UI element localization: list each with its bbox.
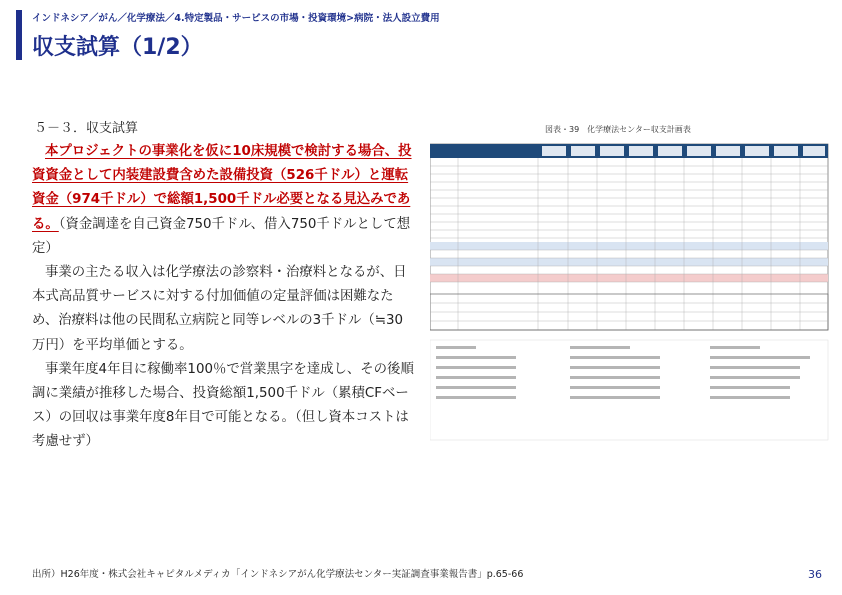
page-title: 収支試算（1/2）: [32, 35, 203, 60]
income-table-frame: [430, 144, 828, 330]
summary-row-band: [430, 242, 828, 250]
page-number: 36: [808, 568, 822, 581]
summary-row-band: [430, 274, 828, 282]
table-image-svg: [430, 120, 830, 460]
section-heading: ５－３．収支試算: [34, 121, 139, 136]
paragraph-2: [32, 261, 416, 358]
assumptions-area: [430, 340, 828, 440]
paragraph-2-text: 事業の主たる収入は化学療法の診察料・治療料となるが、日本式高品質サービスに対する付加価値の定量評価は困難なため、治療料は他の民間私立病院と同等レベルの3千ドル（≒30万円）を平均単価とする。: [32, 265, 407, 353]
source-note: 出所）H26年度・株式会社キャピタルメディカ「インドネシアがん化学療法センター実証調査事業報告書」p.65-66: [32, 569, 524, 580]
breadcrumb: インドネシア／がん／化学療法／4.特定製品・サービスの市場・投資環境>病院・法人設立費用: [32, 13, 440, 24]
paragraph-1: [32, 140, 416, 261]
income-statement-table-image: [430, 120, 830, 460]
highlight-text: 本プロジェクトの事業化を仮に10床規模で検討する場合、投資資金として内装建設費含めた設備投資（526千ドル）と運転資金（974千ドル）で総額1,500千ドル必要となる見込みである。: [32, 144, 412, 232]
paragraph-3: [32, 358, 416, 455]
highlight-note: （資金調達を自己資金750千ドル、借入750千ドルとして想定）: [32, 216, 411, 256]
figure-title: 図表・39 化学療法センター収支計画表: [545, 125, 691, 134]
paragraph-3-text: 事業年度4年目に稼働率100％で営業黒字を達成し、その後順調に業績が推移した場合、投資総額1,500千ドル（累積CFベース）の回収は事業年度8年目で可能となる。（但し資本コストは考慮せず）: [32, 361, 414, 450]
body-text: [32, 140, 416, 455]
title-accent-bar: [16, 10, 22, 60]
summary-row-band: [430, 258, 828, 266]
